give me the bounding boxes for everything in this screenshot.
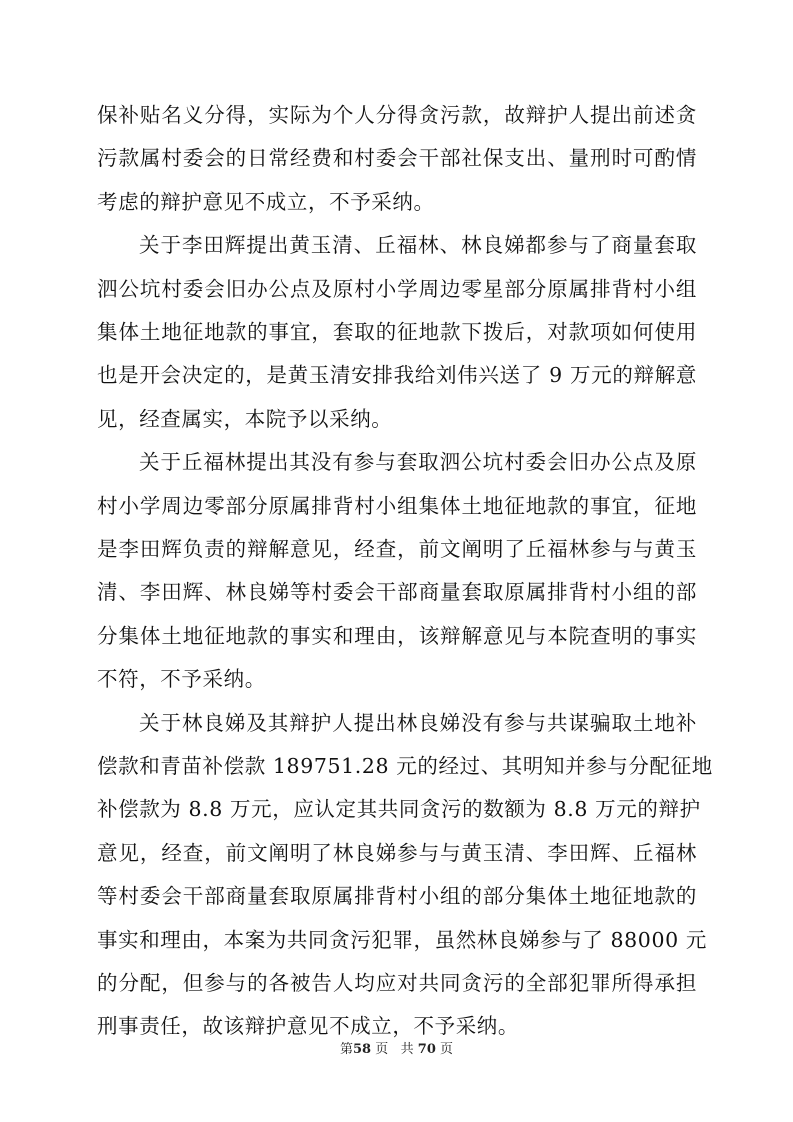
paragraph-line: 不符，不予采纳。 <box>97 667 266 691</box>
paragraph-line: 偿款和青苗补偿款 189751.28 元的经过、其明知并参与分配征地 <box>97 754 713 778</box>
paragraph-line: 事实和理由，本案为共同贪污犯罪，虽然林良娣参与了 88000 元 <box>97 928 707 952</box>
paragraph-line: 的分配，但参与的各被告人均应对共同贪污的全部犯罪所得承担 <box>97 971 697 995</box>
footer-page-number: 58 <box>352 1042 372 1057</box>
paragraph-line: 刑事责任，故该辩护意见不成立，不予采纳。 <box>97 1014 519 1038</box>
footer-total-pages: 70 <box>417 1042 436 1057</box>
paragraph-line: 等村委会干部商量套取原属排背村小组的部分集体土地征地款的 <box>97 884 697 908</box>
paragraph-line: 关于丘福林提出其没有参与套取泗公坑村委会旧办公点及原 <box>139 450 697 474</box>
paragraph-line: 考虑的辩护意见不成立，不予采纳。 <box>97 190 435 214</box>
paragraph-line: 村小学周边零部分原属排背村小组集体土地征地款的事宜，征地 <box>97 494 697 518</box>
paragraph-line: 见，经查属实，本院予以采纳。 <box>97 407 393 431</box>
paragraph-line: 意见，经查，前文阐明了林良娣参与与黄玉清、李田辉、丘福林 <box>97 841 697 865</box>
paragraph-line: 补偿款为 8.8 万元，应认定其共同贪污的数额为 8.8 万元的辩护 <box>97 797 701 821</box>
paragraph-line: 是李田辉负责的辩解意见，经查，前文阐明了丘福林参与与黄玉 <box>97 537 697 561</box>
paragraph-line: 污款属村委会的日常经费和村委会干部社保支出、量刑时可酌情 <box>97 146 697 170</box>
paragraph-line: 分集体土地征地款的事实和理由，该辩解意见与本院查明的事实 <box>97 624 697 648</box>
paragraph-line: 保补贴名义分得，实际为个人分得贪污款，故辩护人提出前述贪 <box>97 103 697 127</box>
page-footer <box>0 1041 793 1059</box>
paragraph-line: 关于林良娣及其辩护人提出林良娣没有参与共谋骗取土地补 <box>139 711 697 735</box>
paragraph-line: 集体土地征地款的事宜，套取的征地款下拨后，对款项如何使用 <box>97 320 697 344</box>
footer-total-prefix: 共 <box>400 1042 414 1057</box>
footer-total-unit: 页 <box>440 1042 454 1057</box>
paragraph-line: 清、李田辉、林良娣等村委会干部商量套取原属排背村小组的部 <box>97 580 697 604</box>
footer-page-unit: 页 <box>375 1042 389 1057</box>
paragraph-line: 泗公坑村委会旧办公点及原村小学周边零星部分原属排背村小组 <box>97 277 697 301</box>
paragraph-line: 也是开会决定的，是黄玉清安排我给刘伟兴送了 9 万元的辩解意 <box>97 363 697 387</box>
paragraph-line: 关于李田辉提出黄玉清、丘福林、林良娣都参与了商量套取 <box>139 233 697 257</box>
footer-prefix: 第 <box>339 1042 353 1057</box>
